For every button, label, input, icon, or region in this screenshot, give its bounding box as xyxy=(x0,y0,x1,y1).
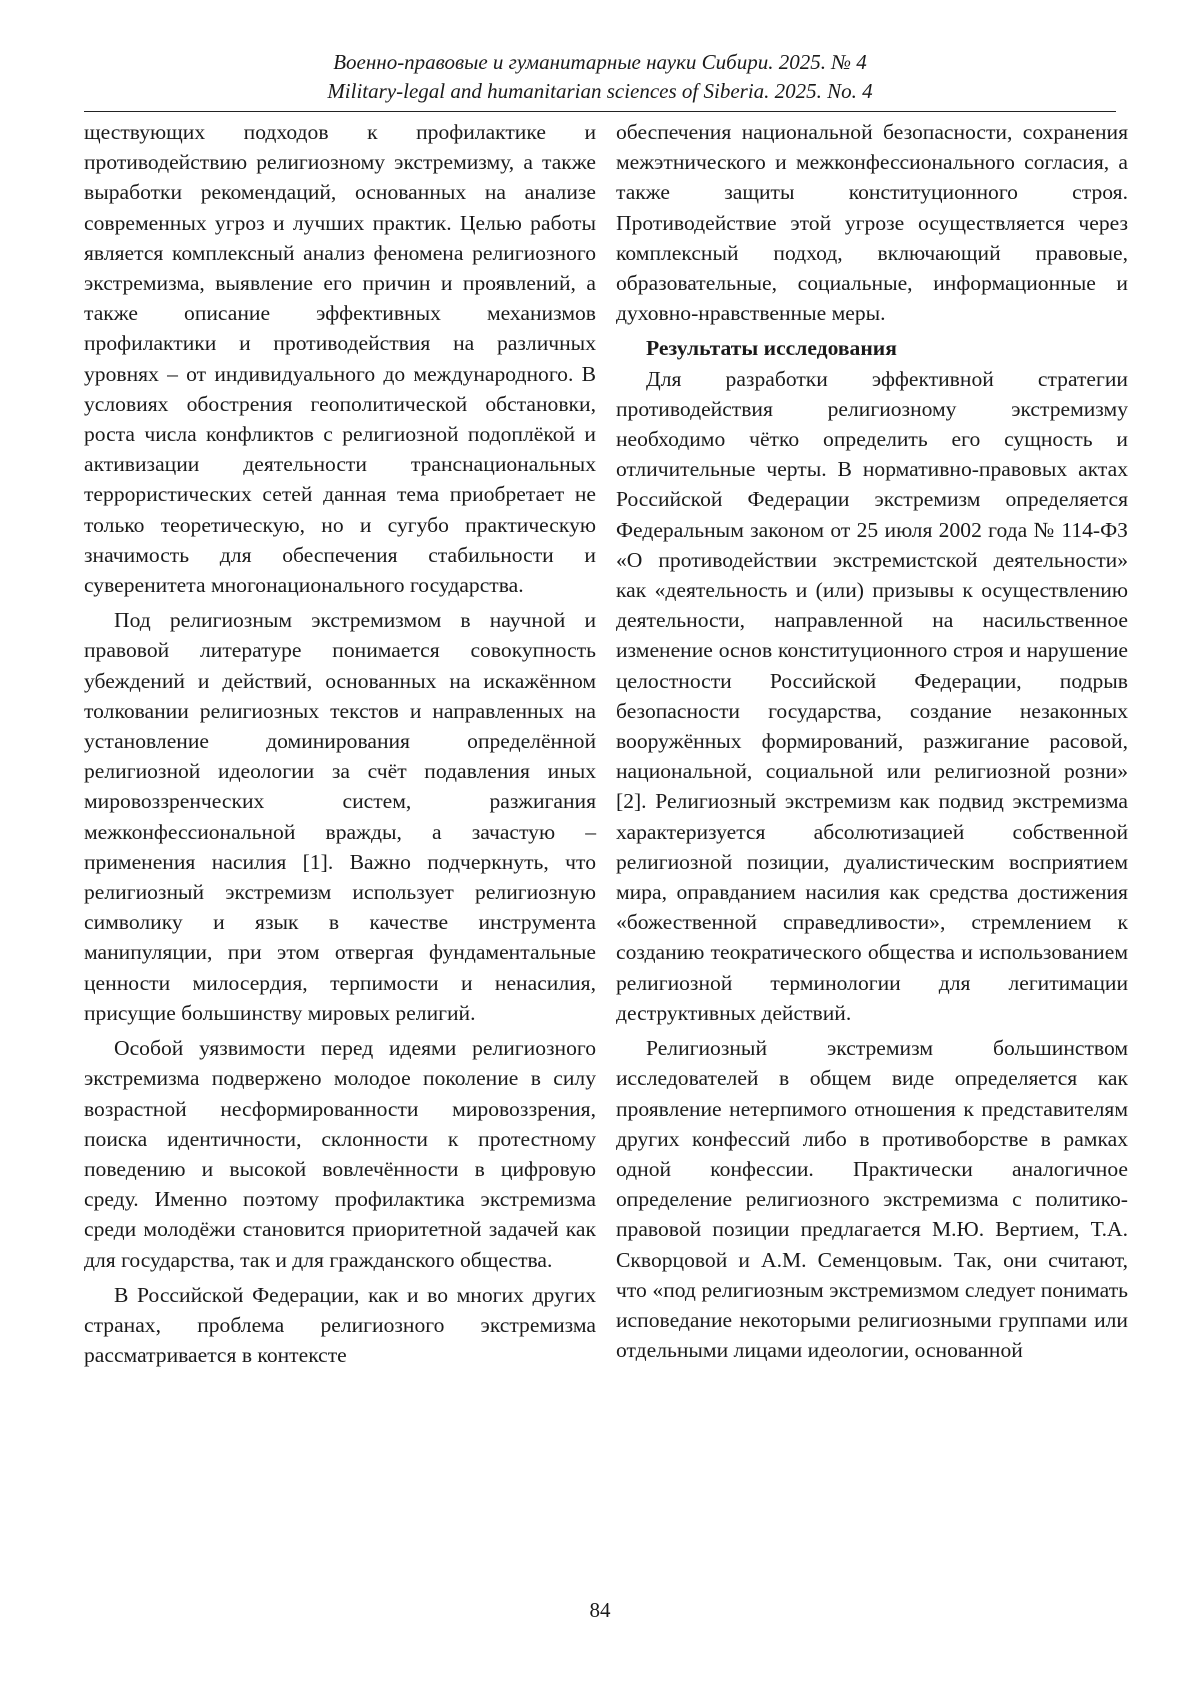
paragraph-left-2: Под религиозным экстремизмом в научной и правовой литературе понимается совокупность убеждений и действий, основанных на искажённом толковании религиозных текстов и направленных на установление доминирования определённой религиозной идеологии за счёт подавления иных мировоззренческих систем, разжигания межконфессиональной вражды, а зачастую – применения насилия [1]. Важно подчеркнуть, что религиозный экстремизм использует религиозную символику и язык в качестве инструмента манипуляции, при этом отвергая фундаментальные ценности милосердия, терпимости и ненасилия, присущие большинству мировых религий. xyxy=(84,608,596,1025)
paragraph-left-1: ществующих подходов к профилактике и противодействию религиозному экстремизму, а также выработки рекомендаций, основанных на анализе современных угроз и лучших практик. Целью работы является комплексный анализ феномена религиозного экстремизма, выявление его причин и проявлений, а также описание эффективных механизмов профилактики и противодействия на различных уровнях – от индивидуального до международного. В условиях обострения геополитической обстановки, роста числа конфликтов с религиозной подоплёкой и активизации деятельности транснациональных террористических сетей данная тема приобретает не только теоретическую, но и сугубо практическую значимость для обеспечения стабильности и суверенитета многонационального государства. xyxy=(84,120,596,598)
page-number: 84 xyxy=(589,1598,611,1622)
paragraph-right-2: Для разработки эффективной стратегии противодействия религиозному экстремизму необходимо чётко определить его сущность и отличительные черты. В нормативно-правовых актах Российской Федерации экстремизм определяется Федеральным законом от 25 июля 2002 года № 114-ФЗ «О противодействии экстремистской деятельности» как «деятельность и (или) призывы к осуществлению деятельности, направленной на насильственное изменение основ конституционного строя и нарушение целостности Российской Федерации, подрыв безопасности государства, создание незаконных вооружённых формирований, разжигание расовой, национальной, социальной или религиозной розни» [2]. Религиозный экстремизм как подвид экстремизма характеризуется абсолютизацией собственной религиозной позиции, дуалистическим восприятием мира, оправданием насилия как средства достижения «божественной справедливости», стремлением к созданию теократического общества и использованием религиозной терминологии для легитимации деструктивных действий. xyxy=(616,366,1128,1025)
section-heading: Результаты исследования xyxy=(646,336,897,361)
paragraph-left-4: В Российской Федерации, как и во многих других странах, проблема религиозного экстремизма рассматривается в контексте xyxy=(84,1282,596,1368)
paragraph-right-1: обеспечения национальной безопасности, сохранения межэтнического и межконфессионального согласия, а также защиты конституционного строя. Противодействие этой угрозе осуществляется через комплексный подход, включающий правовые, образовательные, социальные, информационные и духовно-нравственные меры. xyxy=(616,120,1128,326)
paragraph-right-3: Религиозный экстремизм большинством исследователей в общем виде определяется как проявление нетерпимого отношения к представителям других конфессий либо в противоборстве в рамках одной конфессии. Практически аналогичное определение религиозного экстремизма с политико-правовой позиции предлагается М.Ю. Вертием, Т.А. Скворцовой и А.М. Семенцовым. Так, они считают, что «под религиозным экстремизмом следует понимать исповедание некоторыми религиозными группами или отдельными лицами идеологии, основанной xyxy=(616,1036,1128,1363)
running-header xyxy=(84,48,1116,106)
right-column xyxy=(616,117,1128,1370)
left-column xyxy=(84,117,596,1375)
paragraph-left-3: Особой уязвимости перед идеями религиозного экстремизма подвержено молодое поколение в силу возрастной несформированности мировоззрения, поиска идентичности, склонности к протестному поведению и высокой вовлечённости в цифровую среду. Именно поэтому профилактика экстремизма среди молодёжи становится приоритетной задачей как для государства, так и для гражданского общества. xyxy=(84,1036,596,1272)
header-rule xyxy=(84,111,1116,112)
header-russian: Военно-правовые и гуманитарные науки Сибири. 2025. № 4 xyxy=(333,50,867,74)
header-english: Military-legal and humanitarian sciences of Siberia. 2025. No. 4 xyxy=(327,79,873,103)
